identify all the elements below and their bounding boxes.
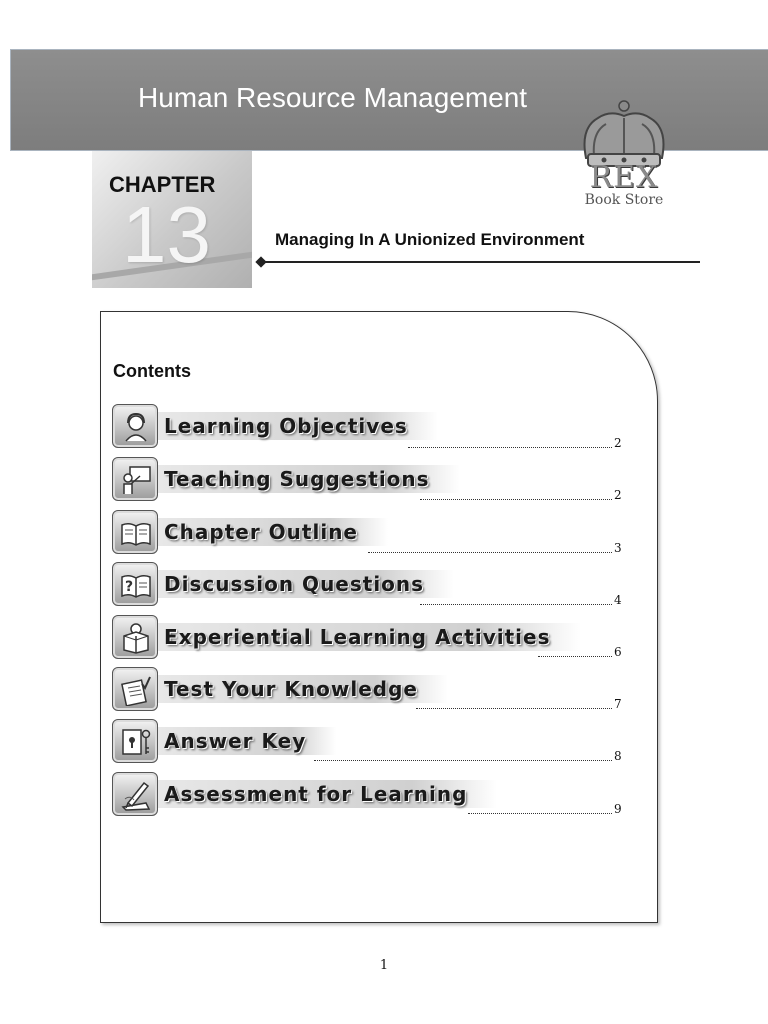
rex-logo [564, 98, 684, 213]
toc-page-number: 8 [614, 749, 622, 763]
logo-subtitle: Book Store [584, 192, 664, 208]
toc-page-number: 7 [614, 697, 622, 711]
chapter-badge [92, 151, 252, 288]
contents-heading: Contents [113, 361, 191, 381]
dot-leader [538, 645, 612, 657]
toc-label: Assessment for Learning [164, 782, 468, 806]
toc-page-number: 2 [614, 436, 622, 450]
contents-panel [100, 311, 658, 923]
dot-leader [314, 749, 612, 761]
toc-page-number: 3 [614, 541, 622, 555]
toc-label: Experiential Learning Activities [164, 625, 551, 649]
chapter-number: 13 [122, 190, 211, 279]
toc-label: Test Your Knowledge [164, 677, 418, 701]
dot-leader [468, 802, 612, 814]
toc-page-number: 6 [614, 645, 622, 659]
document-title: Human Resource Management [138, 82, 528, 113]
key-lock-icon [112, 719, 158, 763]
toc-label: Learning Objectives [164, 414, 408, 438]
toc-label: Answer Key [164, 729, 307, 753]
chapter-word: CHAPTER [109, 172, 216, 197]
toc-page-number: 4 [614, 593, 622, 607]
teacher-board-icon [112, 457, 158, 501]
toc-label: Teaching Suggestions [164, 467, 430, 491]
chapter-subtitle: Managing In A Unionized Environment [275, 230, 585, 249]
dot-leader [368, 541, 612, 553]
question-book-icon [112, 562, 158, 606]
pen-paper-icon [112, 772, 158, 816]
person-box-icon [112, 615, 158, 659]
crown-icon [564, 98, 684, 168]
dot-leader [416, 697, 612, 709]
toc-label: Chapter Outline [164, 520, 358, 544]
dot-leader [420, 488, 612, 500]
page-number: 1 [379, 958, 389, 973]
open-book-icon [112, 510, 158, 554]
svg-text:?: ? [125, 579, 134, 595]
dot-leader [408, 436, 612, 448]
toc-label: Discussion Questions [164, 572, 425, 596]
toc-page-number: 9 [614, 802, 622, 816]
person-headset-icon [112, 404, 158, 448]
subtitle-rule [260, 261, 700, 263]
toc-page-number: 2 [614, 488, 622, 502]
logo-text: REX [589, 160, 659, 195]
checklist-icon [112, 667, 158, 711]
dot-leader [420, 593, 612, 605]
